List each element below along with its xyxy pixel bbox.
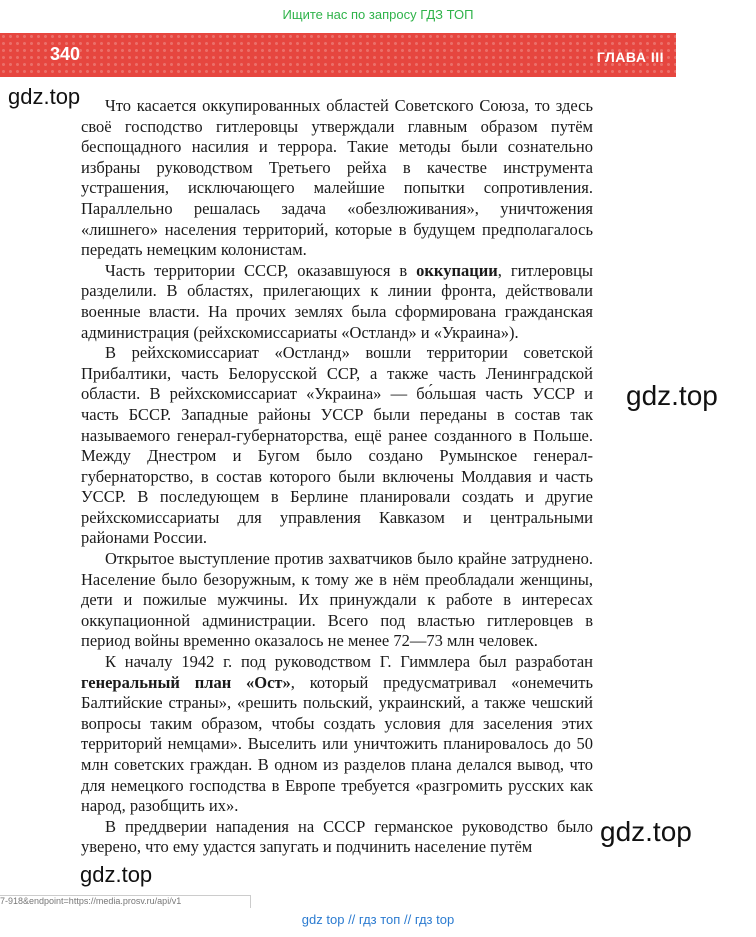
paragraph (81, 652, 593, 817)
paragraph (81, 96, 593, 261)
link-separator: // (348, 912, 356, 927)
text-run: В преддверии нападения на СССР германское руководство было уверено, что ему удастся запугать и подчинить население путём (81, 816, 593, 857)
watermark: gdz.top (8, 84, 81, 109)
text-run: В рейхскомиссариат «Остланд» вошли территории советской Прибалтики, часть Белорусской ССР, а также часть Ленинградской области. В рейхскомиссариат «Украина» — бо́льшая часть УССР и часть БССР. Западные районы УССР были переданы в состав так называемого генерал-губернаторства, ещё ранее созданного в Польше. Между Днестром и Бугом было создано Румынское генерал-губернаторство, в состав которого были включены Молдавия и часть УССР. В последующем в Берлине планировали создать и другие рейхскомиссариаты для управления Кавказом и центральными районами России. (81, 343, 593, 548)
body-text (81, 96, 593, 858)
paragraph (81, 343, 593, 549)
term-plan-ost: генеральный план «Ост» (81, 672, 291, 692)
paragraph (81, 549, 593, 652)
watermark: gdz.top (626, 380, 718, 411)
text-run: , который предусматривал «онемечить Балтийские страны», «решить польский, украинский, а также чешский вопросы таким образом, чтобы создать условия для заселения этих территорий немцами». Выселить или уничтожить планировалось до 50 млн советских граждан. В одном из разделов плана делался вывод, что для немецкого господства в Европе требуется «разгромить русских как народ, разобщить их». (81, 672, 593, 816)
paragraph (81, 817, 593, 858)
page-number: 340 (50, 44, 81, 64)
text-run: Что касается оккупированных областей Советского Союза, то здесь своё господство гитлеровцы утверждали главным образом путём беспощадного насилия и террора. Такие методы были сознательно избраны руководством Третьего рейха в качестве инструмента устрашения, исключающего малейшие попытки сопротивления. Параллельно решалась задача «обезлюживания», уничтожения «лишнего» населения территорий, которые в будущем предполагалось передать немецким колонистам. (81, 96, 593, 260)
bottom-link-1[interactable]: gdz top (301, 912, 345, 927)
top-search-hint[interactable]: Ищите нас по запросу ГДЗ ТОП (282, 7, 474, 22)
paragraph (81, 261, 593, 343)
text-run: Открытое выступление против захватчиков было крайне затруднено. Население было безоружным, к тому же в нём преобладали женщины, дети и пожилые мужчины. Их принуждали к работе в интересах оккупационной администрации. Всего под властью гитлеровцев в период войны временно оказалось не менее 72—73 млн человек. (81, 549, 593, 651)
link-separator: // (403, 912, 412, 927)
text-run: Часть территории СССР, оказавшуюся в (105, 260, 417, 280)
watermark: gdz.top (600, 816, 692, 847)
bottom-link-3[interactable]: гдз top (414, 912, 455, 927)
bottom-link-2[interactable]: гдз топ (358, 912, 401, 927)
bottom-links (0, 912, 756, 927)
text-run: , гитлеровцы разделили. В областях, прилегающих к линии фронта, действовали военные власти. На прочих землях была сформирована гражданская администрация (рейхскомиссариаты «Остланд» и «Украина»). (81, 260, 593, 342)
term-occupation: оккупации (416, 260, 498, 280)
text-run: К началу 1942 г. под руководством Г. Гиммлера был разработан (105, 652, 593, 672)
watermark: gdz.top (80, 862, 153, 887)
page-header-band (0, 33, 676, 77)
chapter-title: ГЛАВА III (596, 49, 664, 65)
source-url-fragment: 7-918&endpoint=https://media.prosv.ru/api/v1 (0, 895, 251, 908)
